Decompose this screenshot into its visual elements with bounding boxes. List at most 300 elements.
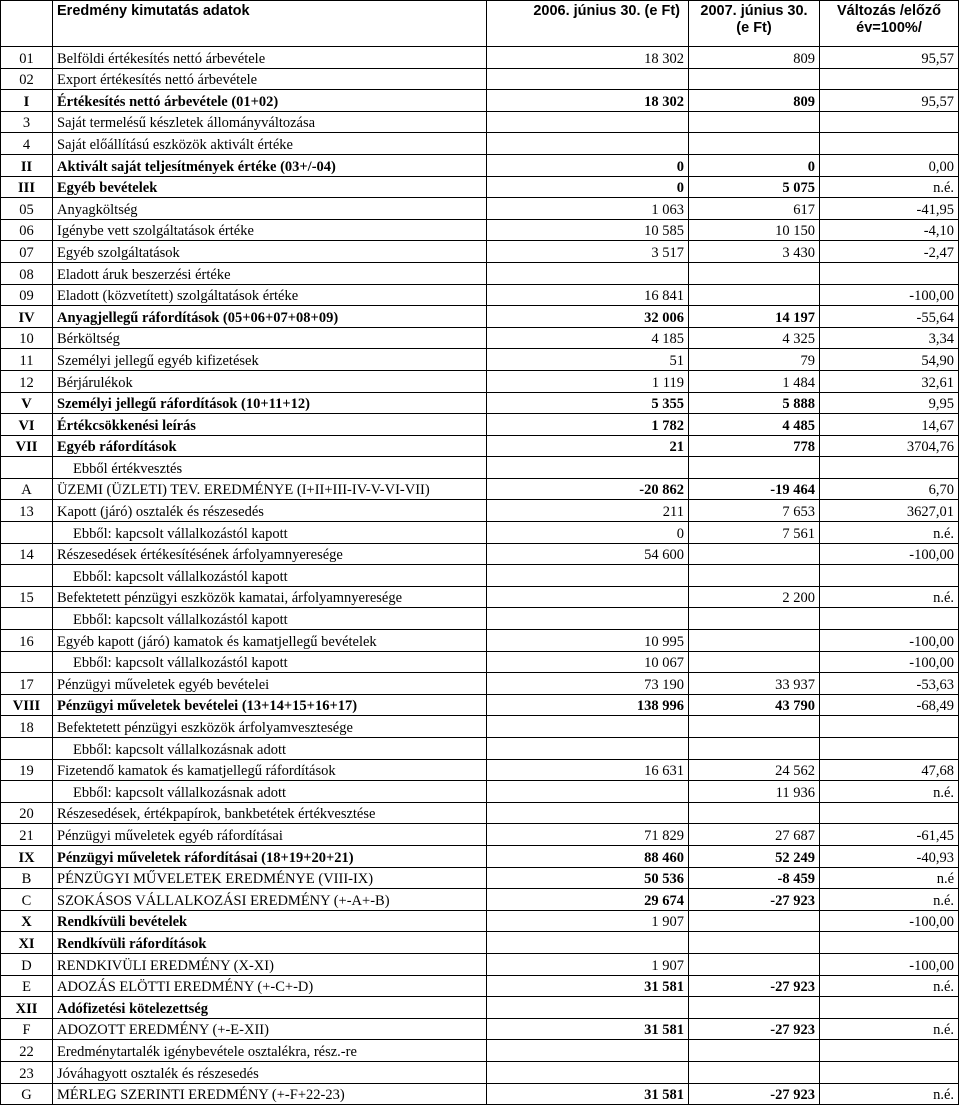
table-row	[1, 543, 959, 565]
table-row	[1, 565, 959, 587]
row-value-2006: 1 119	[487, 370, 689, 392]
table-row	[1, 500, 959, 522]
row-value-2007: 7 561	[689, 522, 820, 544]
row-code: A	[1, 478, 53, 500]
row-value-2007: -27 923	[689, 889, 820, 911]
table-row	[1, 241, 959, 263]
table-row	[1, 586, 959, 608]
table-row	[1, 133, 959, 155]
row-code	[1, 608, 53, 630]
row-code: 10	[1, 327, 53, 349]
table-row	[1, 759, 959, 781]
row-code: XII	[1, 997, 53, 1019]
row-value-2006: 31 581	[487, 1083, 689, 1105]
table-row	[1, 414, 959, 436]
row-change: -68,49	[820, 694, 959, 716]
table-row	[1, 435, 959, 457]
row-code: II	[1, 154, 53, 176]
row-value-2007: -19 464	[689, 478, 820, 500]
row-change	[820, 932, 959, 954]
row-value-2006: 5 355	[487, 392, 689, 414]
table-row	[1, 889, 959, 911]
row-value-2007: 809	[689, 90, 820, 112]
row-value-2007	[689, 133, 820, 155]
table-row	[1, 198, 959, 220]
row-change: 3627,01	[820, 500, 959, 522]
row-label: Egyéb szolgáltatások	[53, 241, 487, 263]
row-value-2006: 29 674	[487, 889, 689, 911]
row-code: E	[1, 975, 53, 997]
row-label: Egyéb kapott (járó) kamatok és kamatjellegű bevételek	[53, 630, 487, 652]
table-row	[1, 47, 959, 69]
row-change: -61,45	[820, 824, 959, 846]
row-code: 22	[1, 1040, 53, 1062]
table-row	[1, 694, 959, 716]
row-label: Saját előállítású eszközök aktivált értéke	[53, 133, 487, 155]
row-value-2007	[689, 738, 820, 760]
row-value-2007: 7 653	[689, 500, 820, 522]
row-label: Eredménytartalék igénybevétele osztalékra, rész.-re	[53, 1040, 487, 1062]
table-row	[1, 1061, 959, 1083]
row-value-2006: 1 907	[487, 953, 689, 975]
table-row	[1, 738, 959, 760]
row-label: MÉRLEG SZERINTI EREDMÉNY (+-F+22-23)	[53, 1083, 487, 1105]
row-value-2006: 21	[487, 435, 689, 457]
header-2006: 2006. június 30. (e Ft)	[487, 1, 689, 47]
table-row	[1, 802, 959, 824]
row-label: Személyi jellegű ráfordítások (10+11+12)	[53, 392, 487, 414]
table-row	[1, 867, 959, 889]
row-value-2006	[487, 586, 689, 608]
table-row	[1, 284, 959, 306]
row-code: III	[1, 176, 53, 198]
row-code: 23	[1, 1061, 53, 1083]
row-code: XI	[1, 932, 53, 954]
row-change	[820, 738, 959, 760]
row-value-2007: 10 150	[689, 219, 820, 241]
row-code: 12	[1, 370, 53, 392]
row-value-2007	[689, 1040, 820, 1062]
row-value-2007	[689, 1061, 820, 1083]
row-label: Anyagjellegű ráfordítások (05+06+07+08+09)	[53, 306, 487, 328]
row-label: Egyéb bevételek	[53, 176, 487, 198]
row-change: -2,47	[820, 241, 959, 263]
row-label: Ebből: kapcsolt vállalkozástól kapott	[53, 565, 487, 587]
row-label: Egyéb ráfordítások	[53, 435, 487, 457]
row-value-2006: 32 006	[487, 306, 689, 328]
row-value-2007	[689, 802, 820, 824]
row-value-2006: 138 996	[487, 694, 689, 716]
row-value-2007: 4 325	[689, 327, 820, 349]
row-value-2007: 1 484	[689, 370, 820, 392]
row-value-2007	[689, 457, 820, 479]
row-label: Ebből: kapcsolt vállalkozástól kapott	[53, 522, 487, 544]
row-code	[1, 738, 53, 760]
row-label: Eladott (közvetített) szolgáltatások értéke	[53, 284, 487, 306]
row-change: -100,00	[820, 630, 959, 652]
row-change: 32,61	[820, 370, 959, 392]
row-value-2006	[487, 1040, 689, 1062]
row-code: 06	[1, 219, 53, 241]
row-change: n.é.	[820, 975, 959, 997]
row-value-2006	[487, 802, 689, 824]
table-row	[1, 327, 959, 349]
table-row	[1, 630, 959, 652]
row-value-2006: 0	[487, 522, 689, 544]
table-row	[1, 219, 959, 241]
row-value-2007: 43 790	[689, 694, 820, 716]
table-row	[1, 651, 959, 673]
row-code: 05	[1, 198, 53, 220]
row-label: Rendkívüli ráfordítások	[53, 932, 487, 954]
row-value-2006: 51	[487, 349, 689, 371]
row-code: I	[1, 90, 53, 112]
row-value-2007: 4 485	[689, 414, 820, 436]
row-value-2006: 211	[487, 500, 689, 522]
row-change: -4,10	[820, 219, 959, 241]
row-code: 01	[1, 47, 53, 69]
row-value-2007	[689, 910, 820, 932]
row-change: -100,00	[820, 953, 959, 975]
row-code	[1, 565, 53, 587]
row-label: Ebből: kapcsolt vállalkozástól kapott	[53, 651, 487, 673]
table-row	[1, 953, 959, 975]
row-code: 14	[1, 543, 53, 565]
row-label: Export értékesítés nettó árbevétele	[53, 68, 487, 90]
table-row	[1, 111, 959, 133]
row-label: Belföldi értékesítés nettó árbevétele	[53, 47, 487, 69]
table-row	[1, 932, 959, 954]
row-change	[820, 68, 959, 90]
row-value-2007	[689, 630, 820, 652]
row-value-2007: 52 249	[689, 845, 820, 867]
row-value-2007	[689, 262, 820, 284]
table-row	[1, 392, 959, 414]
table-row	[1, 349, 959, 371]
row-label: Befektetett pénzügyi eszközök kamatai, árfolyamnyeresége	[53, 586, 487, 608]
row-label: ADOZÁS ELÖTTI EREDMÉNY (+-C+-D)	[53, 975, 487, 997]
row-value-2007	[689, 68, 820, 90]
row-value-2006: 73 190	[487, 673, 689, 695]
row-change: 14,67	[820, 414, 959, 436]
row-value-2007	[689, 953, 820, 975]
table-row	[1, 1018, 959, 1040]
row-code: 18	[1, 716, 53, 738]
row-label: Ebből: kapcsolt vállalkozástól kapott	[53, 608, 487, 630]
row-code: G	[1, 1083, 53, 1105]
row-value-2006	[487, 781, 689, 803]
row-change: -100,00	[820, 543, 959, 565]
row-value-2007: 5 075	[689, 176, 820, 198]
row-value-2006: 10 585	[487, 219, 689, 241]
row-code: 15	[1, 586, 53, 608]
row-code: 13	[1, 500, 53, 522]
row-label: Értékesítés nettó árbevétele (01+02)	[53, 90, 487, 112]
row-code: 20	[1, 802, 53, 824]
row-code: IV	[1, 306, 53, 328]
row-value-2006	[487, 932, 689, 954]
row-value-2006: 50 536	[487, 867, 689, 889]
row-change: 3,34	[820, 327, 959, 349]
row-value-2006	[487, 111, 689, 133]
table-row	[1, 781, 959, 803]
row-label: PÉNZÜGYI MŰVELETEK EREDMÉNYE (VIII-IX)	[53, 867, 487, 889]
row-value-2007: 0	[689, 154, 820, 176]
row-value-2006: 31 581	[487, 1018, 689, 1040]
row-value-2006	[487, 1061, 689, 1083]
row-value-2006: 54 600	[487, 543, 689, 565]
row-change: 3704,76	[820, 435, 959, 457]
row-change: -41,95	[820, 198, 959, 220]
table-row	[1, 522, 959, 544]
row-label: Fizetendő kamatok és kamatjellegű ráfordítások	[53, 759, 487, 781]
row-change: n.é.	[820, 586, 959, 608]
row-change	[820, 608, 959, 630]
row-label: Értékcsökkenési leírás	[53, 414, 487, 436]
row-value-2006	[487, 68, 689, 90]
row-code: 02	[1, 68, 53, 90]
row-change	[820, 997, 959, 1019]
row-change	[820, 1061, 959, 1083]
row-value-2007	[689, 716, 820, 738]
row-code: 16	[1, 630, 53, 652]
header-row	[1, 1, 959, 47]
row-label: Eladott áruk beszerzési értéke	[53, 262, 487, 284]
row-label: Anyagköltség	[53, 198, 487, 220]
row-label: Kapott (járó) osztalék és részesedés	[53, 500, 487, 522]
row-label: Személyi jellegű egyéb kifizetések	[53, 349, 487, 371]
row-label: Pénzügyi műveletek egyéb ráfordításai	[53, 824, 487, 846]
table-row	[1, 975, 959, 997]
row-label: SZOKÁSOS VÁLLALKOZÁSI EREDMÉNY (+-A+-B)	[53, 889, 487, 911]
row-value-2007: 3 430	[689, 241, 820, 263]
row-code: 11	[1, 349, 53, 371]
row-value-2007: 5 888	[689, 392, 820, 414]
table-row	[1, 845, 959, 867]
row-value-2006	[487, 997, 689, 1019]
row-value-2006: 88 460	[487, 845, 689, 867]
header-code-cell	[1, 1, 53, 47]
table-row	[1, 457, 959, 479]
row-label: Bérjárulékok	[53, 370, 487, 392]
row-value-2007: 2 200	[689, 586, 820, 608]
table-row	[1, 608, 959, 630]
table-row	[1, 262, 959, 284]
row-change: -100,00	[820, 651, 959, 673]
row-value-2007	[689, 111, 820, 133]
row-value-2007	[689, 932, 820, 954]
row-change: n.é.	[820, 522, 959, 544]
row-value-2006: -20 862	[487, 478, 689, 500]
row-change: 0,00	[820, 154, 959, 176]
row-value-2007: -8 459	[689, 867, 820, 889]
row-value-2007: 778	[689, 435, 820, 457]
row-code: IX	[1, 845, 53, 867]
row-label: Részesedések értékesítésének árfolyamnyeresége	[53, 543, 487, 565]
row-value-2007	[689, 565, 820, 587]
row-label: Bérköltség	[53, 327, 487, 349]
row-value-2006: 1 782	[487, 414, 689, 436]
table-row	[1, 306, 959, 328]
row-value-2007: 14 197	[689, 306, 820, 328]
row-code: F	[1, 1018, 53, 1040]
row-code: 3	[1, 111, 53, 133]
row-value-2006: 0	[487, 154, 689, 176]
table-row	[1, 68, 959, 90]
row-value-2007	[689, 608, 820, 630]
row-label: Adófizetési kötelezettség	[53, 997, 487, 1019]
row-value-2006: 1 907	[487, 910, 689, 932]
table-row	[1, 910, 959, 932]
row-change: -53,63	[820, 673, 959, 695]
row-value-2006	[487, 716, 689, 738]
row-value-2007: 617	[689, 198, 820, 220]
row-value-2007: 79	[689, 349, 820, 371]
row-change	[820, 802, 959, 824]
row-value-2006: 4 185	[487, 327, 689, 349]
row-change: 54,90	[820, 349, 959, 371]
row-change	[820, 457, 959, 479]
row-label: ADOZOTT EREDMÉNY (+-E-XII)	[53, 1018, 487, 1040]
row-change: -100,00	[820, 284, 959, 306]
row-value-2007	[689, 284, 820, 306]
table-row	[1, 716, 959, 738]
table-row	[1, 1040, 959, 1062]
row-value-2006: 3 517	[487, 241, 689, 263]
row-label: Ebből értékvesztés	[53, 457, 487, 479]
row-value-2007: 809	[689, 47, 820, 69]
table-row	[1, 176, 959, 198]
row-value-2007: 27 687	[689, 824, 820, 846]
row-change: 9,95	[820, 392, 959, 414]
row-code: VII	[1, 435, 53, 457]
row-code	[1, 457, 53, 479]
row-change	[820, 1040, 959, 1062]
row-value-2006: 18 302	[487, 90, 689, 112]
row-change: -100,00	[820, 910, 959, 932]
row-change: n.é.	[820, 1083, 959, 1105]
row-label: Pénzügyi műveletek bevételei (13+14+15+16+17)	[53, 694, 487, 716]
row-change: 95,57	[820, 47, 959, 69]
row-value-2007: -27 923	[689, 975, 820, 997]
row-label: Befektetett pénzügyi eszközök árfolyamveszteségе	[53, 716, 487, 738]
row-value-2006	[487, 608, 689, 630]
row-label: Részesedések, értékpapírok, bankbetétek értékvesztése	[53, 802, 487, 824]
row-code: 4	[1, 133, 53, 155]
row-change: -40,93	[820, 845, 959, 867]
row-value-2006	[487, 262, 689, 284]
table-row	[1, 997, 959, 1019]
header-2007: 2007. június 30. (e Ft)	[689, 1, 820, 47]
row-value-2006	[487, 133, 689, 155]
row-change: n.é.	[820, 781, 959, 803]
statement-rows	[1, 47, 959, 1105]
row-value-2006	[487, 738, 689, 760]
row-change	[820, 133, 959, 155]
table-row	[1, 154, 959, 176]
row-value-2006: 1 063	[487, 198, 689, 220]
row-value-2007: -27 923	[689, 1083, 820, 1105]
row-change	[820, 565, 959, 587]
row-code	[1, 781, 53, 803]
table-row	[1, 1083, 959, 1105]
row-value-2006	[487, 457, 689, 479]
row-label: Saját termelésű készletek állományváltozása	[53, 111, 487, 133]
row-change: n.é.	[820, 1018, 959, 1040]
header-change: Változás /előző év=100%/	[820, 1, 959, 47]
table-row	[1, 90, 959, 112]
row-label: Ebből: kapcsolt vállalkozásnak adott	[53, 738, 487, 760]
row-value-2006: 10 067	[487, 651, 689, 673]
row-value-2006: 10 995	[487, 630, 689, 652]
row-label: ÜZEMI (ÜZLETI) TEV. EREDMÉNYE (I+II+III-IV-V-VI-VII)	[53, 478, 487, 500]
row-label: Pénzügyi műveletek ráfordításai (18+19+20+21)	[53, 845, 487, 867]
row-value-2006: 16 631	[487, 759, 689, 781]
row-code: 08	[1, 262, 53, 284]
row-code: D	[1, 953, 53, 975]
row-label: Pénzügyi műveletek egyéb bevételei	[53, 673, 487, 695]
row-code: 19	[1, 759, 53, 781]
row-value-2006	[487, 565, 689, 587]
row-change: n.é	[820, 867, 959, 889]
row-value-2007: -27 923	[689, 1018, 820, 1040]
row-value-2007: 24 562	[689, 759, 820, 781]
row-value-2007	[689, 651, 820, 673]
row-code: 09	[1, 284, 53, 306]
row-value-2006: 31 581	[487, 975, 689, 997]
row-label: Igénybe vett szolgáltatások értéke	[53, 219, 487, 241]
row-label: Ebből: kapcsolt vállalkozásnak adott	[53, 781, 487, 803]
table-row	[1, 478, 959, 500]
row-label: Jóváhagyott osztalék és részesedés	[53, 1061, 487, 1083]
table-row	[1, 673, 959, 695]
row-code: VIII	[1, 694, 53, 716]
row-change	[820, 111, 959, 133]
row-value-2006: 71 829	[487, 824, 689, 846]
row-value-2006: 0	[487, 176, 689, 198]
row-change: 95,57	[820, 90, 959, 112]
row-value-2006: 16 841	[487, 284, 689, 306]
row-change: n.é.	[820, 889, 959, 911]
row-change	[820, 716, 959, 738]
row-code: V	[1, 392, 53, 414]
table-row	[1, 370, 959, 392]
row-value-2007	[689, 997, 820, 1019]
row-code: 21	[1, 824, 53, 846]
row-value-2007	[689, 543, 820, 565]
table-row	[1, 824, 959, 846]
header-title: Eredmény kimutatás adatok	[53, 1, 487, 47]
row-code: 07	[1, 241, 53, 263]
row-change: n.é.	[820, 176, 959, 198]
row-value-2007: 33 937	[689, 673, 820, 695]
row-label: RENDKIVÜLI EREDMÉNY (X-XI)	[53, 953, 487, 975]
row-code: X	[1, 910, 53, 932]
row-code: VI	[1, 414, 53, 436]
row-change: 47,68	[820, 759, 959, 781]
row-label: Rendkívüli bevételek	[53, 910, 487, 932]
row-change	[820, 262, 959, 284]
row-code: 17	[1, 673, 53, 695]
row-value-2006: 18 302	[487, 47, 689, 69]
row-code	[1, 522, 53, 544]
row-value-2007: 11 936	[689, 781, 820, 803]
row-code: C	[1, 889, 53, 911]
row-code	[1, 651, 53, 673]
row-change: -55,64	[820, 306, 959, 328]
row-label: Aktivált saját teljesítmények értéke (03+/-04)	[53, 154, 487, 176]
row-change: 6,70	[820, 478, 959, 500]
